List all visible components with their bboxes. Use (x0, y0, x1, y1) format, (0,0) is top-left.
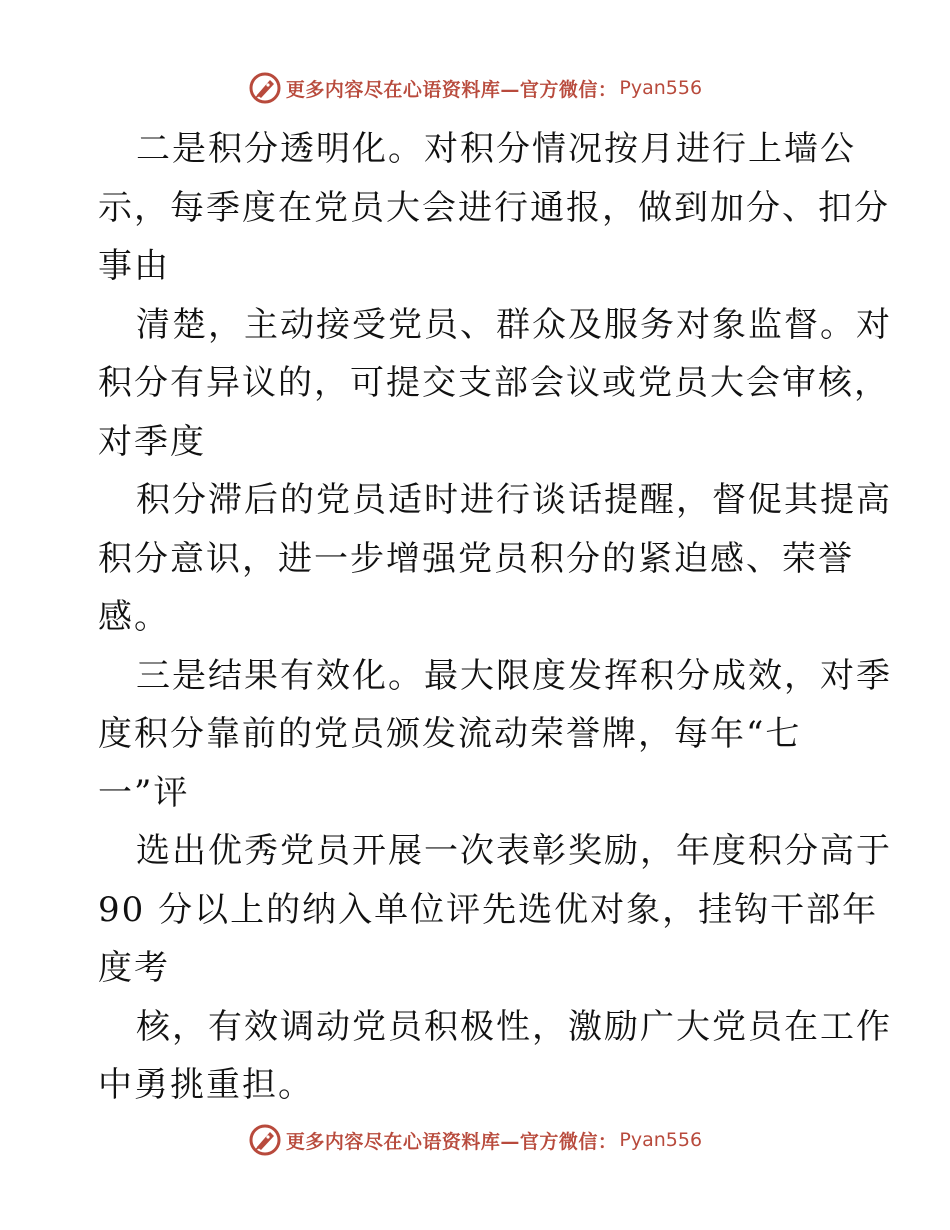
text-line: 清楚，主动接受党员、群众及服务对象监督。对 (136, 304, 892, 345)
pen-nib-logo-icon (248, 1123, 282, 1157)
banner-text: 更多内容尽在心语资料库—官方微信： (285, 1130, 618, 1153)
text-line: 度积分靠前的党员颁发流动荣誉牌，每年“七 (98, 714, 802, 754)
banner-text: 更多内容尽在心语资料库—官方微信： (285, 78, 618, 101)
text-line: 90 分以上的纳入单位评先选优对象，挂钩干部年 (98, 889, 879, 930)
text-line: 事由 (98, 246, 170, 286)
document-body (98, 120, 892, 1115)
text-line: 二是积分透明化。对积分情况按月进行上墙公 (136, 129, 856, 169)
text-line: 积分滞后的党员适时进行谈话提醒，督促其提高 (136, 480, 892, 520)
text-line: 度考 (98, 948, 170, 988)
text-line: 示，每季度在党员大会进行通报，做到加分、扣分 (98, 187, 890, 228)
text-line: 选出优秀党员开展一次表彰奖励，年度积分高于 (136, 831, 892, 871)
header-banner (0, 70, 950, 106)
text-line: 三是结果有效化。最大限度发挥积分成效，对季 (136, 655, 892, 696)
wechat-handle: Pyan556 (619, 77, 703, 99)
text-line: 积分有异议的，可提交支部会议或党员大会审核， (98, 363, 890, 403)
text-line: 积分意识，进一步增强党员积分的紧迫感、荣誉 (98, 538, 854, 579)
text-line: 中勇挑重担。 (98, 1065, 314, 1105)
text-line: 核，有效调动党员积极性，激励广大党员在工作 (136, 1006, 892, 1047)
footer-banner (0, 1122, 950, 1158)
text-line: 感。 (98, 597, 170, 637)
text-line: 一”评 (98, 772, 190, 813)
text-line: 对季度 (98, 421, 206, 462)
pen-nib-logo-icon (248, 71, 282, 105)
wechat-handle: Pyan556 (619, 1129, 703, 1151)
